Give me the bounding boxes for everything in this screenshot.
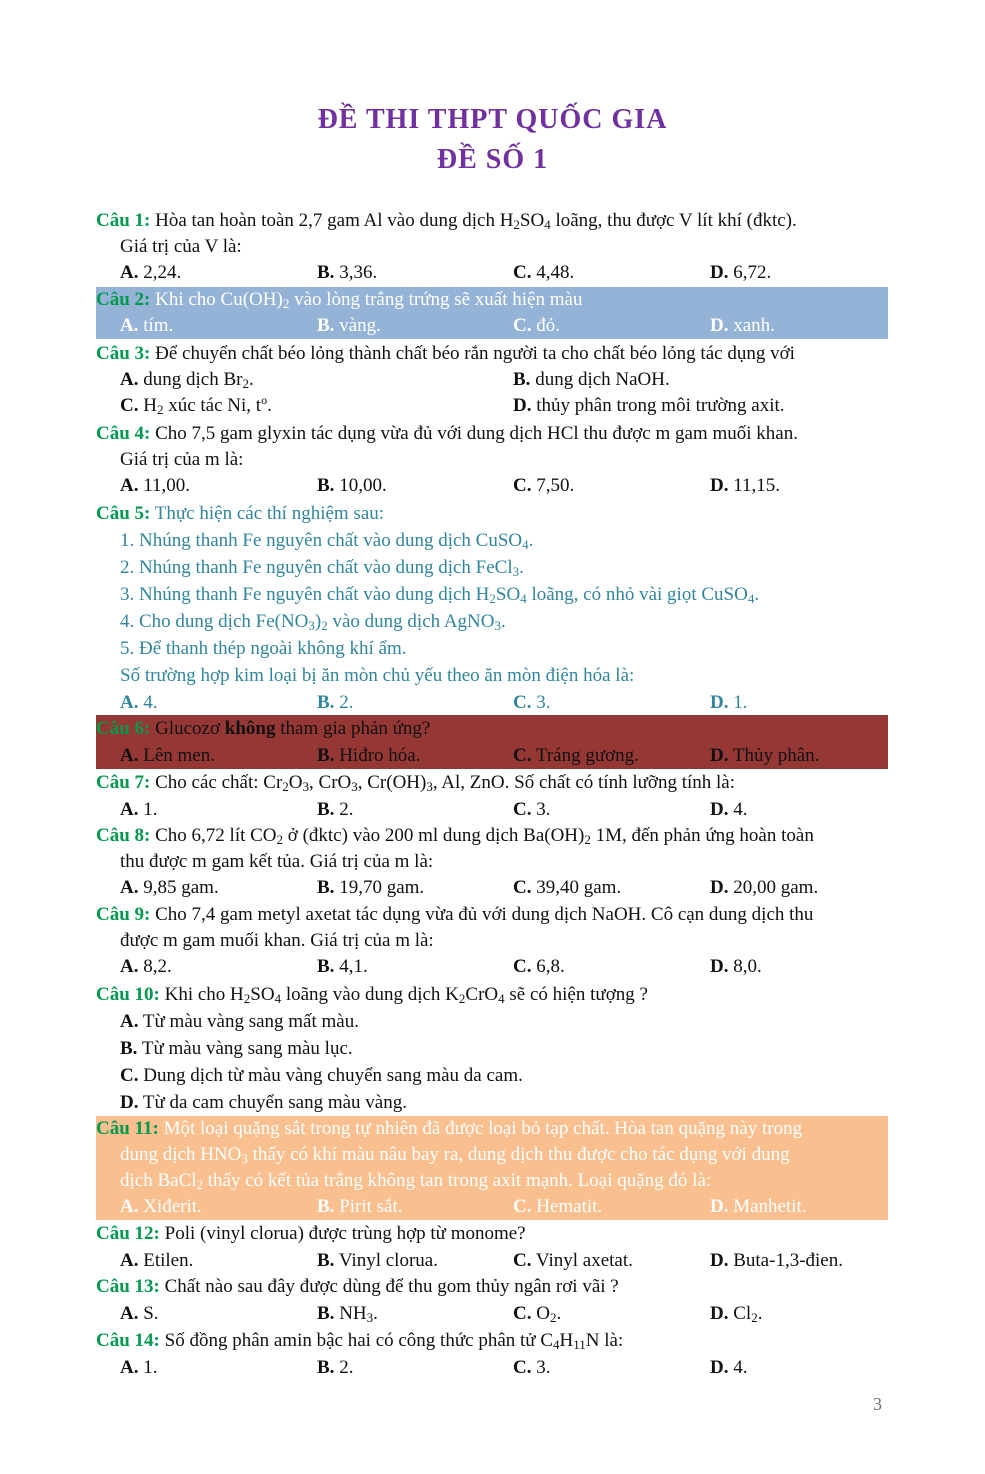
option-a: A. 1. [120, 1357, 158, 1378]
option-c: C. đỏ. [513, 315, 560, 336]
experiment-3: 3. Nhúng thanh Fe nguyên chất vào dung dịch $H_2SO_4$ loãng, có nhỏ vài giọt CuSO$_4$. [120, 584, 760, 606]
question-11-stem: Câu 11: Một loại quặng sắt trong tự nhiên đã được loại bỏ tạp chất. Hòa tan quặng này trong [96, 1118, 803, 1139]
option-a: A. 1. [120, 799, 158, 820]
option-b: B. 2. [317, 692, 354, 713]
question-13 [96, 1273, 888, 1327]
option-d: D. xanh. [710, 315, 775, 336]
question-7-stem: Câu 7: Cho các chất: $Cr_2O_3$, CrO$_3$, $Cr(OH)_3$, Al, ZnO. Số chất có tính lưỡng tính là: [96, 772, 736, 794]
option-b: B. dung dịch NaOH. [513, 369, 670, 390]
option-c: C. 3. [513, 692, 551, 713]
question-11 [96, 1116, 888, 1220]
option-d: D. 6,72. [710, 262, 772, 283]
option-d: D. 1. [710, 692, 748, 713]
question-11-options [96, 1194, 888, 1220]
option-b: B. 2. [317, 799, 354, 820]
option-a: A. 4. [120, 692, 158, 713]
question-1-options [96, 260, 888, 286]
option-a: A. Từ màu vàng sang mất màu. [120, 1011, 359, 1032]
question-3 [96, 341, 888, 419]
question-5 [96, 500, 888, 716]
question-14-options [96, 1354, 888, 1381]
option-c: C. Dung dịch từ màu vàng chuyển sang màu da cam. [120, 1065, 523, 1086]
option-b: B. 3,36. [317, 262, 378, 283]
exam-number-title: ĐỀ SỐ 1 [436, 144, 549, 175]
question-10-stem: Câu 10: Khi cho $H_2SO_4$ loãng vào dung dịch $K_2CrO_4$ sẽ có hiện tượng ? [96, 984, 648, 1006]
option-d: D. Buta-1,3-đien. [710, 1250, 843, 1271]
option-d: D. Từ da cam chuyển sang màu vàng. [120, 1092, 407, 1113]
option-d: D. 4. [710, 799, 748, 820]
option-d: D. $Cl_2$. [710, 1303, 763, 1325]
question-3-stem: Câu 3: Để chuyển chất béo lỏng thành chất béo rắn người ta cho chất béo lỏng tác dụng với [96, 343, 795, 364]
question-5-ask: Số trường hợp kim loại bị ăn mòn chủ yếu theo ăn mòn điện hóa là: [120, 665, 635, 686]
option-c: C. 4,48. [513, 262, 575, 283]
option-d: D. 20,00 gam. [710, 877, 819, 898]
option-d: D. thủy phân trong môi trường axit. [513, 395, 785, 416]
option-b: B. 19,70 gam. [317, 877, 425, 898]
option-c: C. 39,40 gam. [513, 877, 622, 898]
question-9-options [96, 954, 888, 980]
option-b: B. 2. [317, 1357, 354, 1378]
option-b: B. Hiđro hóa. [317, 745, 421, 766]
option-a: A. tím. [120, 315, 174, 336]
question-13-options [96, 1300, 888, 1327]
option-c: C. 3. [513, 799, 551, 820]
question-14 [96, 1327, 888, 1381]
question-2-options [96, 313, 888, 339]
option-a: A. 9,85 gam. [120, 877, 219, 898]
question-6-stem: Câu 6: Glucozơ không tham gia phản ứng? [96, 718, 431, 739]
option-a: A. 8,2. [120, 956, 172, 977]
option-b: B. Vinyl clorua. [317, 1250, 438, 1271]
option-c: C. $H_2$ xúc tác Ni, $t^o$. [120, 393, 272, 417]
question-6 [96, 715, 888, 769]
question-4-stem-cont: Giá trị của m là: [120, 449, 244, 470]
question-11-stem-cont-1: dung dịch $HNO_3$ thấy có khí màu nâu bay ra, dung dịch thu được cho tác dụng với dung [120, 1144, 790, 1166]
question-12-stem: Câu 12: Poli (vinyl clorua) được trùng hợp từ monome? [96, 1223, 526, 1244]
question-11-stem-cont-2: dịch BaCl$_2$ thấy có kết tủa trắng không tan trong axit mạnh. Loại quặng đó là: [120, 1170, 712, 1192]
option-a: A. dung dịch $Br_2$. [120, 369, 254, 391]
option-a: A. Xiđerit. [120, 1196, 202, 1217]
option-d: D. Manhetit. [710, 1196, 807, 1217]
experiment-4: 4. Cho dung dịch $Fe(NO_3)_2$ vào dung dịch AgNO$_3$. [120, 611, 506, 633]
experiment-1: 1. Nhúng thanh Fe nguyên chất vào dung dịch CuSO$_4$. [120, 530, 534, 552]
question-8-stem-cont: thu được m gam kết tủa. Giá trị của m là: [120, 851, 434, 872]
question-2 [96, 287, 888, 339]
option-c: C. 3. [513, 1357, 551, 1378]
question-8 [96, 823, 888, 901]
question-9-stem: Câu 9: Cho 7,4 gam metyl axetat tác dụng vừa đủ với dung dịch NaOH. Cô cạn dung dịch thu [96, 904, 814, 925]
option-b: B. Pirit sắt. [317, 1196, 403, 1217]
page-title: ĐỀ THI THPT QUỐC GIA [317, 104, 668, 135]
option-c: C. 7,50. [513, 475, 575, 496]
option-a: A. S. [120, 1303, 159, 1324]
question-1 [96, 207, 888, 286]
question-8-options [96, 875, 888, 901]
option-a: A. 2,24. [120, 262, 182, 283]
question-4 [96, 421, 888, 499]
question-3-options-ab [96, 367, 888, 393]
question-2-stem: Câu 2: Khi cho $Cu(OH)_2$ vào lòng trắng trứng sẽ xuất hiện màu [96, 289, 583, 311]
option-b: B. $NH_3$. [317, 1303, 378, 1325]
option-b: B. 4,1. [317, 956, 368, 977]
question-14-stem: Câu 14: Số đồng phân amin bậc hai có công thức phân tử $C_4H_{11}N$ là: [96, 1330, 624, 1352]
question-12 [96, 1220, 888, 1274]
option-c: C. Hematit. [513, 1196, 603, 1217]
option-a: A. 11,00. [120, 475, 191, 496]
option-d: D. 11,15. [710, 475, 781, 496]
option-b: B. 10,00. [317, 475, 387, 496]
option-a: A. Etilen. [120, 1250, 194, 1271]
question-9-stem-cont: được m gam muối khan. Giá trị của m là: [120, 930, 434, 951]
option-c: C. Vinyl axetat. [513, 1250, 633, 1271]
question-9 [96, 902, 888, 980]
option-c: C. $O_2$. [513, 1303, 562, 1325]
question-5-options [96, 689, 888, 716]
option-a: A. Lên men. [120, 745, 215, 766]
question-7-options [96, 796, 888, 823]
question-5-stem: Câu 5: Thực hiện các thí nghiệm sau: [96, 503, 385, 524]
option-d: D. 4. [710, 1357, 748, 1378]
question-8-stem: Câu 8: Cho 6,72 lít $CO_2$ ở (đktc) vào 200 ml dung dịch $Ba(OH)_2$ 1M, đến phản ứng hoàn toàn [96, 825, 814, 847]
question-4-stem: Câu 4: Cho 7,5 gam glyxin tác dụng vừa đủ với dung dịch HCl thu được m gam muối khan. [96, 423, 798, 444]
question-4-options [96, 473, 888, 499]
experiment-2: 2. Nhúng thanh Fe nguyên chất vào dung dịch FeCl$_3$. [120, 557, 524, 579]
page-number: 3 [873, 1394, 882, 1414]
question-12-options [96, 1247, 888, 1274]
question-1-stem-cont: Giá trị của V là: [120, 236, 242, 257]
option-c: C. Tráng gương. [513, 745, 639, 766]
option-d: D. 8,0. [710, 956, 762, 977]
question-7 [96, 769, 888, 823]
option-b: B. Từ màu vàng sang màu lục. [120, 1038, 353, 1059]
option-c: C. 6,8. [513, 956, 565, 977]
question-6-options [96, 742, 888, 769]
question-10 [96, 981, 888, 1116]
question-1-stem: Câu 1: Hòa tan hoàn toàn 2,7 gam Al vào dung dịch $H_2SO_4$ loãng, thu được V lít khí (đktc). [96, 210, 797, 232]
question-3-options-cd [96, 393, 888, 419]
option-d: D. Thủy phân. [710, 745, 820, 766]
question-13-stem: Câu 13: Chất nào sau đây được dùng để thu gom thủy ngân rơi vãi ? [96, 1276, 619, 1297]
option-b: B. vàng. [317, 315, 381, 336]
experiment-5: 5. Để thanh thép ngoài không khí ẩm. [120, 638, 407, 659]
